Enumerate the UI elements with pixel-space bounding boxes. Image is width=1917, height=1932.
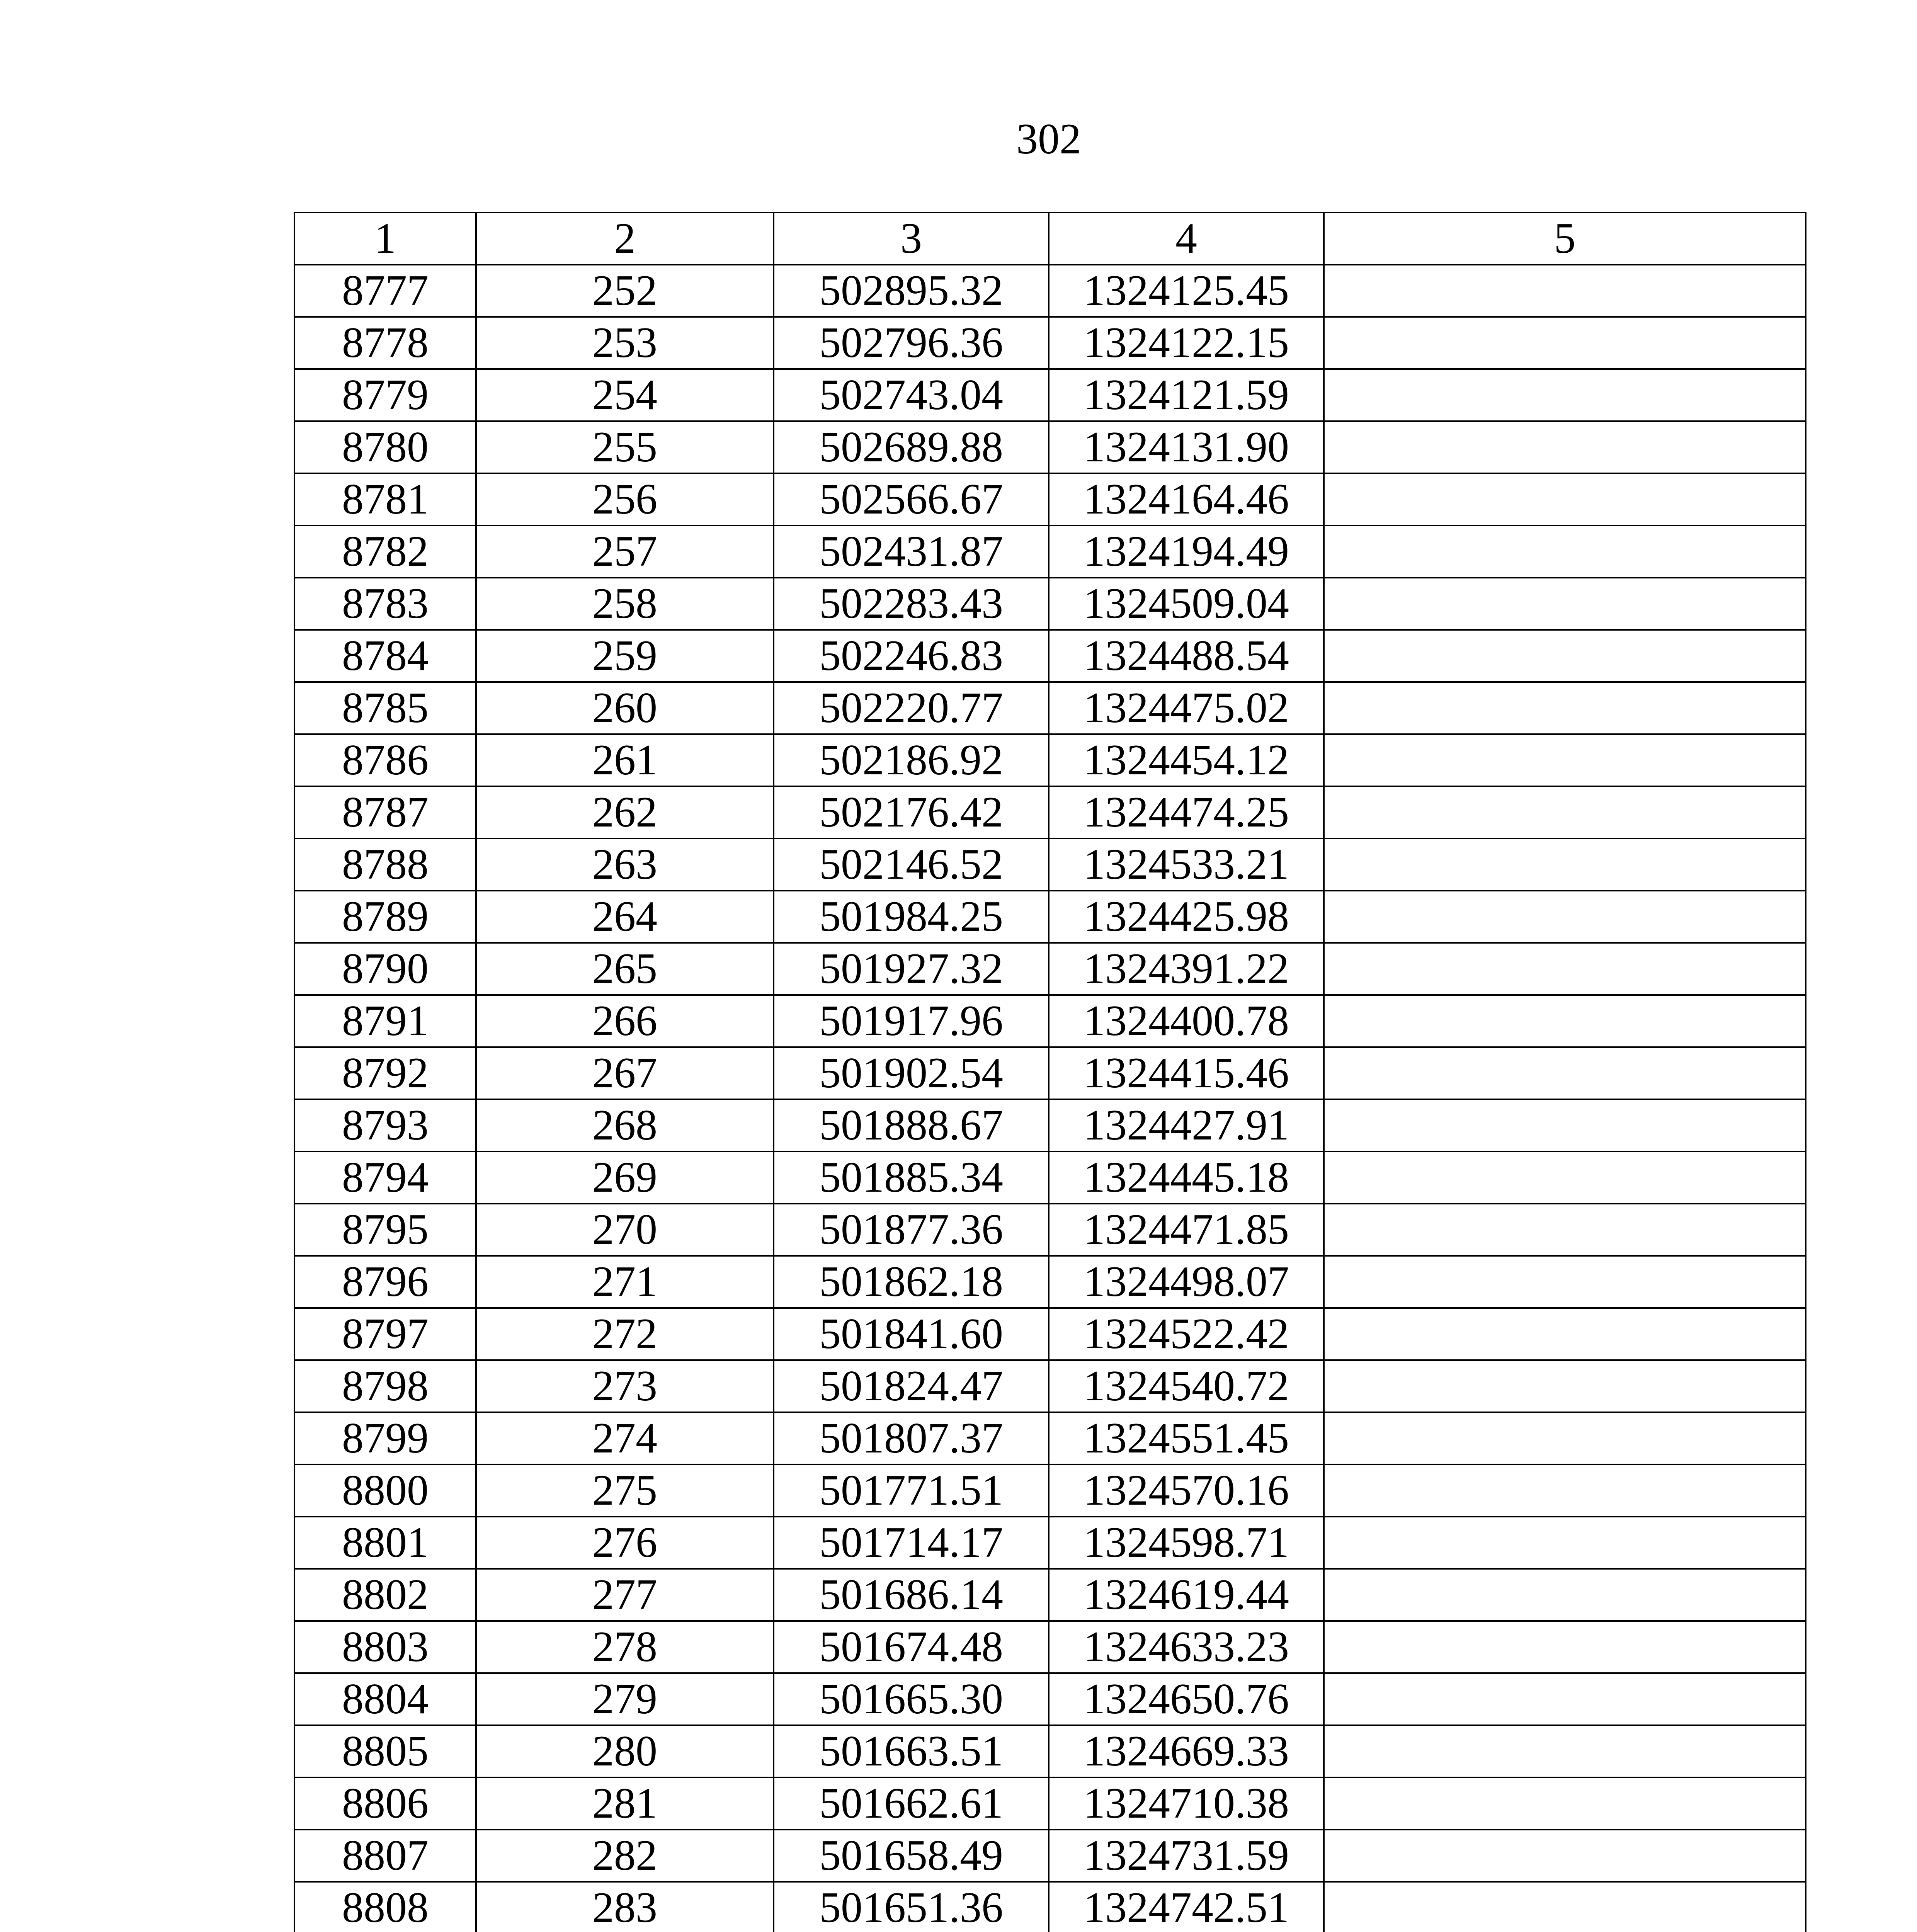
table-row	[294, 317, 1806, 369]
table-cell-col-2: 266	[476, 995, 774, 1047]
table-cell-col-4: 1324650.76	[1049, 1673, 1324, 1725]
table-cell-col-5	[1324, 369, 1806, 421]
table-cell-col-2: 281	[476, 1777, 774, 1830]
table-cell-col-3: 501807.37	[774, 1412, 1049, 1464]
table-cell-col-1: 8798	[294, 1360, 476, 1412]
table-cell-col-1: 8804	[294, 1673, 476, 1725]
table-cell-col-3: 501658.49	[774, 1830, 1049, 1882]
table-cell-col-1: 8794	[294, 1151, 476, 1204]
table-cell-col-2: 279	[476, 1673, 774, 1725]
table-cell-col-1: 8782	[294, 526, 476, 578]
table-cell-col-3: 501927.32	[774, 943, 1049, 995]
table-row	[294, 1882, 1806, 1932]
table-cell-col-4: 1324415.46	[1049, 1047, 1324, 1099]
table-cell-col-5	[1324, 1777, 1806, 1830]
table-cell-col-4: 1324710.38	[1049, 1777, 1324, 1830]
table-cell-col-1: 8788	[294, 838, 476, 891]
table-cell-col-3: 502283.43	[774, 578, 1049, 630]
table-cell-col-4: 1324131.90	[1049, 421, 1324, 473]
table-cell-col-5	[1324, 1517, 1806, 1569]
table-cell-col-1: 8795	[294, 1204, 476, 1256]
table-cell-col-1: 8800	[294, 1464, 476, 1517]
coordinates-table	[294, 212, 1806, 1932]
table-cell-col-5	[1324, 630, 1806, 682]
table-cell-col-3: 502796.36	[774, 317, 1049, 369]
table-cell-col-3: 502566.67	[774, 473, 1049, 526]
table-cell-col-2: 257	[476, 526, 774, 578]
table-row	[294, 1099, 1806, 1151]
table-cell-col-3: 501862.18	[774, 1256, 1049, 1308]
table-cell-col-1: 8790	[294, 943, 476, 995]
page-number: 302	[1016, 115, 1081, 163]
table-cell-col-5	[1324, 473, 1806, 526]
table-cell-col-1: 8781	[294, 473, 476, 526]
table-cell-col-1: 8805	[294, 1725, 476, 1777]
table-cell-col-4: 1324391.22	[1049, 943, 1324, 995]
table-cell-col-4: 1324427.91	[1049, 1099, 1324, 1151]
table-row	[294, 265, 1806, 317]
table-cell-col-5	[1324, 1360, 1806, 1412]
table-cell-col-4: 1324471.85	[1049, 1204, 1324, 1256]
table-cell-col-5	[1324, 578, 1806, 630]
table-row	[294, 526, 1806, 578]
table-cell-col-5	[1324, 1151, 1806, 1204]
table-cell-col-2: 271	[476, 1256, 774, 1308]
table-cell-col-3: 502176.42	[774, 786, 1049, 838]
table-cell-col-5	[1324, 891, 1806, 943]
table-cell-col-5	[1324, 734, 1806, 786]
table-cell-col-2: 274	[476, 1412, 774, 1464]
table-row	[294, 1308, 1806, 1360]
table-cell-col-5	[1324, 1204, 1806, 1256]
table-cell-col-5	[1324, 1308, 1806, 1360]
table-cell-col-4: 1324731.59	[1049, 1830, 1324, 1882]
table-cell-col-2: 273	[476, 1360, 774, 1412]
table-cell-col-3: 501663.51	[774, 1725, 1049, 1777]
table-cell-col-2: 262	[476, 786, 774, 838]
table-row	[294, 1464, 1806, 1517]
table-cell-col-2: 268	[476, 1099, 774, 1151]
table-cell-col-5	[1324, 526, 1806, 578]
table-cell-col-2: 263	[476, 838, 774, 891]
table-cell-col-3: 502146.52	[774, 838, 1049, 891]
table-cell-col-4: 1324522.42	[1049, 1308, 1324, 1360]
table-cell-col-1: 8778	[294, 317, 476, 369]
table-cell-col-3: 502743.04	[774, 369, 1049, 421]
table-cell-col-5	[1324, 1256, 1806, 1308]
table-cell-col-2: 253	[476, 317, 774, 369]
table-row	[294, 786, 1806, 838]
table-body	[294, 265, 1806, 1932]
table-cell-col-3: 502246.83	[774, 630, 1049, 682]
table-cell-col-4: 1324598.71	[1049, 1517, 1324, 1569]
table-row	[294, 1204, 1806, 1256]
table-cell-col-5	[1324, 1830, 1806, 1882]
table-cell-col-2: 275	[476, 1464, 774, 1517]
table-cell-col-1: 8791	[294, 995, 476, 1047]
table-cell-col-1: 8808	[294, 1882, 476, 1932]
table-cell-col-5	[1324, 943, 1806, 995]
table-cell-col-4: 1324488.54	[1049, 630, 1324, 682]
table-cell-col-4: 1324570.16	[1049, 1464, 1324, 1517]
table-cell-col-5	[1324, 1464, 1806, 1517]
table-cell-col-5	[1324, 1099, 1806, 1151]
table-row	[294, 1725, 1806, 1777]
table-header	[294, 213, 1806, 265]
table-cell-col-1: 8793	[294, 1099, 476, 1151]
table-cell-col-4: 1324425.98	[1049, 891, 1324, 943]
table-cell-col-2: 277	[476, 1569, 774, 1621]
table-cell-col-3: 502186.92	[774, 734, 1049, 786]
table-cell-col-1: 8797	[294, 1308, 476, 1360]
table-row	[294, 1256, 1806, 1308]
table-cell-col-1: 8783	[294, 578, 476, 630]
table-cell-col-2: 264	[476, 891, 774, 943]
table-cell-col-3: 501674.48	[774, 1621, 1049, 1673]
table-cell-col-5	[1324, 1569, 1806, 1621]
table-cell-col-2: 270	[476, 1204, 774, 1256]
table-cell-col-4: 1324540.72	[1049, 1360, 1324, 1412]
header-cell-3: 3	[774, 213, 1049, 265]
table-cell-col-5	[1324, 1412, 1806, 1464]
header-cell-1: 1	[294, 213, 476, 265]
table-cell-col-5	[1324, 682, 1806, 734]
table-row	[294, 1517, 1806, 1569]
table-cell-col-1: 8787	[294, 786, 476, 838]
table-cell-col-1: 8799	[294, 1412, 476, 1464]
table-cell-col-2: 282	[476, 1830, 774, 1882]
table-cell-col-4: 1324121.59	[1049, 369, 1324, 421]
table-cell-col-2: 283	[476, 1882, 774, 1932]
table-row	[294, 421, 1806, 473]
table-cell-col-3: 502689.88	[774, 421, 1049, 473]
table-row	[294, 734, 1806, 786]
table-row	[294, 943, 1806, 995]
table-cell-col-5	[1324, 265, 1806, 317]
table-cell-col-5	[1324, 421, 1806, 473]
table-row	[294, 1360, 1806, 1412]
table-cell-col-1: 8780	[294, 421, 476, 473]
table-cell-col-2: 276	[476, 1517, 774, 1569]
table-row	[294, 1047, 1806, 1099]
table-cell-col-1: 8792	[294, 1047, 476, 1099]
table-cell-col-3: 501686.14	[774, 1569, 1049, 1621]
table-row	[294, 1569, 1806, 1621]
table-row	[294, 682, 1806, 734]
table-cell-col-5	[1324, 1673, 1806, 1725]
table-row	[294, 369, 1806, 421]
table-cell-col-4: 1324125.45	[1049, 265, 1324, 317]
table-cell-col-3: 502431.87	[774, 526, 1049, 578]
table-cell-col-4: 1324475.02	[1049, 682, 1324, 734]
table-row	[294, 1673, 1806, 1725]
table-cell-col-1: 8777	[294, 265, 476, 317]
table-cell-col-3: 501885.34	[774, 1151, 1049, 1204]
table-cell-col-3: 501902.54	[774, 1047, 1049, 1099]
table-cell-col-3: 501888.67	[774, 1099, 1049, 1151]
table-cell-col-5	[1324, 786, 1806, 838]
table-cell-col-3: 501771.51	[774, 1464, 1049, 1517]
table-cell-col-1: 8785	[294, 682, 476, 734]
table-cell-col-4: 1324742.51	[1049, 1882, 1324, 1932]
table-cell-col-5	[1324, 1882, 1806, 1932]
table-cell-col-2: 254	[476, 369, 774, 421]
table-cell-col-3: 501651.36	[774, 1882, 1049, 1932]
table-cell-col-2: 272	[476, 1308, 774, 1360]
table-cell-col-2: 256	[476, 473, 774, 526]
table-cell-col-4: 1324551.45	[1049, 1412, 1324, 1464]
table-cell-col-4: 1324474.25	[1049, 786, 1324, 838]
table-cell-col-1: 8786	[294, 734, 476, 786]
table-cell-col-4: 1324445.18	[1049, 1151, 1324, 1204]
table-cell-col-2: 280	[476, 1725, 774, 1777]
table-row	[294, 1412, 1806, 1464]
table-cell-col-4: 1324454.12	[1049, 734, 1324, 786]
table-cell-col-3: 502220.77	[774, 682, 1049, 734]
table-header-row	[294, 213, 1806, 265]
table-cell-col-2: 267	[476, 1047, 774, 1099]
table-cell-col-1: 8802	[294, 1569, 476, 1621]
table-cell-col-4: 1324619.44	[1049, 1569, 1324, 1621]
table-cell-col-5	[1324, 995, 1806, 1047]
table-cell-col-2: 261	[476, 734, 774, 786]
table-row	[294, 578, 1806, 630]
table-cell-col-3: 501824.47	[774, 1360, 1049, 1412]
table-cell-col-3: 501841.60	[774, 1308, 1049, 1360]
table-cell-col-5	[1324, 1047, 1806, 1099]
table-cell-col-2: 258	[476, 578, 774, 630]
table-cell-col-5	[1324, 317, 1806, 369]
table-cell-col-3: 501662.61	[774, 1777, 1049, 1830]
table-cell-col-3: 501714.17	[774, 1517, 1049, 1569]
table-cell-col-4: 1324533.21	[1049, 838, 1324, 891]
header-cell-4: 4	[1049, 213, 1324, 265]
table-cell-col-5	[1324, 1725, 1806, 1777]
table-cell-col-1: 8789	[294, 891, 476, 943]
table-cell-col-2: 278	[476, 1621, 774, 1673]
table-cell-col-4: 1324509.04	[1049, 578, 1324, 630]
table-cell-col-1: 8784	[294, 630, 476, 682]
table-cell-col-4: 1324498.07	[1049, 1256, 1324, 1308]
table-cell-col-3: 501665.30	[774, 1673, 1049, 1725]
table-cell-col-4: 1324122.15	[1049, 317, 1324, 369]
table-cell-col-3: 501984.25	[774, 891, 1049, 943]
table-cell-col-4: 1324633.23	[1049, 1621, 1324, 1673]
table-cell-col-2: 255	[476, 421, 774, 473]
table-cell-col-1: 8796	[294, 1256, 476, 1308]
table-cell-col-4: 1324164.46	[1049, 473, 1324, 526]
table-cell-col-1: 8807	[294, 1830, 476, 1882]
table-row	[294, 1151, 1806, 1204]
table-row	[294, 1621, 1806, 1673]
table-row	[294, 838, 1806, 891]
table-cell-col-4: 1324400.78	[1049, 995, 1324, 1047]
table-cell-col-4: 1324669.33	[1049, 1725, 1324, 1777]
table-row	[294, 1777, 1806, 1830]
table-cell-col-2: 259	[476, 630, 774, 682]
header-cell-5: 5	[1324, 213, 1806, 265]
table-row	[294, 473, 1806, 526]
table-cell-col-3: 501877.36	[774, 1204, 1049, 1256]
table-row	[294, 995, 1806, 1047]
table-cell-col-1: 8803	[294, 1621, 476, 1673]
table-cell-col-4: 1324194.49	[1049, 526, 1324, 578]
header-cell-2: 2	[476, 213, 774, 265]
table-cell-col-2: 269	[476, 1151, 774, 1204]
table-cell-col-5	[1324, 1621, 1806, 1673]
table-row	[294, 891, 1806, 943]
table-cell-col-2: 260	[476, 682, 774, 734]
table-cell-col-3: 501917.96	[774, 995, 1049, 1047]
table-cell-col-5	[1324, 838, 1806, 891]
table-cell-col-1: 8806	[294, 1777, 476, 1830]
table-cell-col-2: 265	[476, 943, 774, 995]
table-row	[294, 1830, 1806, 1882]
table-cell-col-1: 8779	[294, 369, 476, 421]
table-row	[294, 630, 1806, 682]
table-cell-col-2: 252	[476, 265, 774, 317]
table-cell-col-1: 8801	[294, 1517, 476, 1569]
table-cell-col-3: 502895.32	[774, 265, 1049, 317]
